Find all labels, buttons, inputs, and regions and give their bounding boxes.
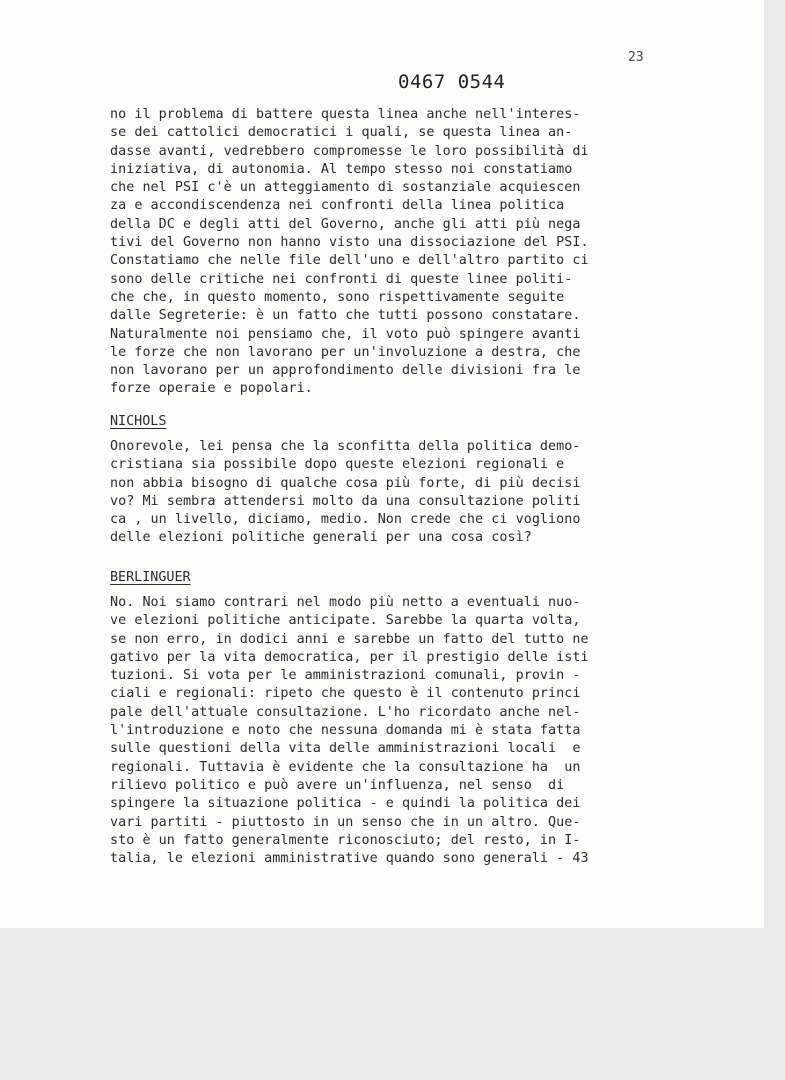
text-line: tuzioni. Si vota per le amministrazioni comunali, provin -: [110, 668, 581, 684]
text-line: rilievo politico e può avere un'influenza, nel senso di: [110, 777, 565, 793]
text-line: tivi del Governo non hanno visto una dissociazione del PSI.: [110, 235, 589, 251]
text-line: non lavorano per un approfondimento delle divisioni fra le: [110, 363, 581, 379]
text-line: cristiana sia possibile dopo queste elezioni regionali e: [110, 457, 565, 473]
text-line: non abbia bisogno di qualche cosa più forte, di più decisi: [110, 475, 581, 491]
text-line: sto è un fatto generalmente riconosciuto; del resto, in I-: [110, 832, 581, 848]
text-line: dalle Segreterie: è un fatto che tutti possono constatare.: [110, 308, 581, 324]
text-line: forze operaie e popolari.: [110, 381, 313, 397]
speaker-heading-nichols: [110, 410, 166, 431]
text-line: iniziativa, di autonomia. Al tempo stesso noi constatiamo: [110, 161, 573, 177]
text-line: che che, in questo momento, sono rispettivamente seguite: [110, 289, 565, 305]
text-line: sulle questioni della vita delle amministrazioni locali e: [110, 741, 581, 757]
text-line: Constatiamo che nelle file dell'uno e dell'altro partito ci: [110, 253, 589, 269]
text-line: za e accondiscendenza nei confronti della linea politica: [110, 198, 565, 214]
text-line: regionali. Tuttavia è evidente che la consultazione ha un: [110, 759, 581, 775]
speaker-name: BERLINGUER: [110, 570, 191, 585]
text-line: talia, le elezioni amministrative quando sono generali - 43: [110, 851, 589, 867]
text-line: gativo per la vita democratica, per il prestigio delle isti: [110, 649, 589, 665]
text-line: che nel PSI c'è un atteggiamento di sostanziale acquiescen: [110, 180, 581, 196]
text-line: vari partiti - piuttosto in un senso che in un altro. Que-: [110, 814, 581, 830]
text-line: ciali e regionali: ripeto che questo è il contenuto princi: [110, 686, 581, 702]
paragraph-nichols-question: [110, 438, 670, 548]
text-line: della DC e degli atti del Governo, anche gli atti più nega: [110, 216, 581, 232]
paragraph-berlinguer-answer: [110, 594, 670, 868]
text-line: Onorevole, lei pensa che la sconfitta della politica demo-: [110, 439, 581, 454]
text-line: no il problema di battere questa linea anche nell'interes-: [110, 107, 581, 122]
text-line: dasse avanti, vedrebbero compromesse le loro possibilità di: [110, 143, 589, 159]
archive-code: 0467 0544: [398, 71, 506, 93]
text-line: pale dell'attuale consultazione. L'ho ricordato anche nel-: [110, 704, 581, 720]
text-line: se non erro, in dodici anni e sarebbe un fatto del tutto ne: [110, 631, 589, 647]
page-number: 23: [628, 50, 644, 65]
text-line: delle elezioni politiche generali per una cosa così?: [110, 530, 532, 546]
text-line: vo? Mi sembra attendersi molto da una consultazione politi: [110, 493, 581, 509]
paragraph-opening: [110, 106, 670, 399]
text-line: sono delle critiche nei confronti di queste linee politi-: [110, 271, 573, 287]
text-line: ve elezioni politiche anticipate. Sarebbe la quarta volta,: [110, 613, 581, 629]
text-line: l'introduzione e noto che nessuna domanda mi è stata fatta: [110, 723, 581, 739]
speaker-heading-berlinguer: [110, 566, 191, 587]
text-line: se dei cattolici democratici i quali, se questa linea an-: [110, 125, 573, 141]
speaker-name: NICHOLS: [110, 414, 167, 429]
text-line: spingere la situazione politica - e quindi la politica dei: [110, 796, 581, 812]
text-line: ca , un livello, diciamo, medio. Non crede che ci vogliono: [110, 512, 581, 528]
text-line: Naturalmente noi pensiamo che, il voto può spingere avanti: [110, 326, 581, 342]
text-line: le forze che non lavorano per un'involuzione a destra, che: [110, 344, 581, 360]
text-line: No. Noi siamo contrari nel modo più netto a eventuali nuo-: [110, 595, 581, 610]
